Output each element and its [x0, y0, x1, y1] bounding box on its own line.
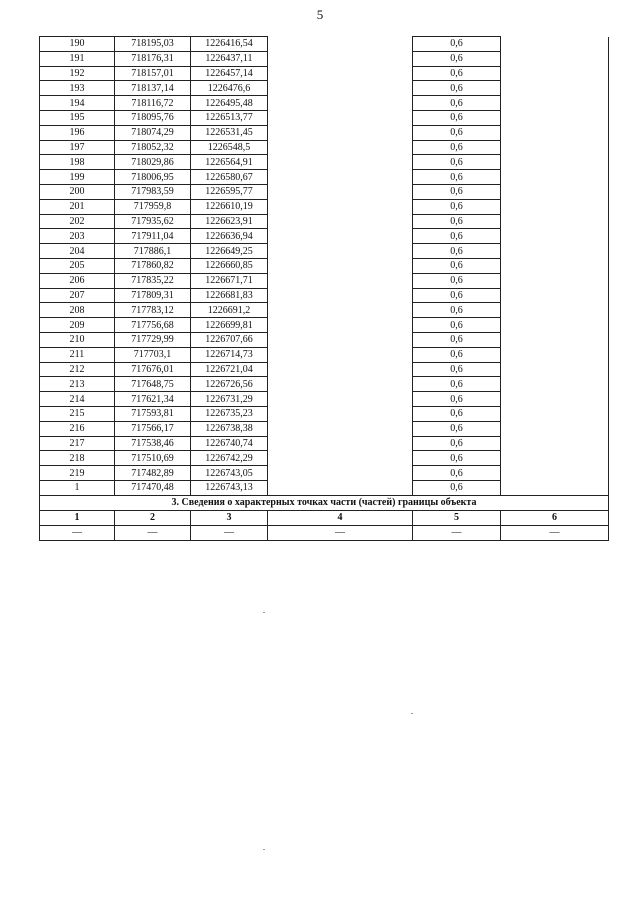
- column-header: 6: [501, 510, 609, 525]
- x-coordinate: 718006,95: [115, 170, 191, 185]
- point-number: 210: [40, 332, 115, 347]
- point-number: 212: [40, 362, 115, 377]
- empty-cell: [268, 66, 413, 81]
- point-number: 218: [40, 451, 115, 466]
- y-coordinate: 1226580,67: [191, 170, 268, 185]
- point-number: 204: [40, 244, 115, 259]
- empty-cell: [501, 273, 609, 288]
- precision-value: 0,6: [413, 96, 501, 111]
- precision-value: 0,6: [413, 362, 501, 377]
- empty-cell: [501, 466, 609, 481]
- scan-speck: [411, 713, 413, 714]
- empty-cell: [501, 451, 609, 466]
- table-row: [40, 140, 609, 155]
- empty-cell: [268, 214, 413, 229]
- table-row: [40, 244, 609, 259]
- precision-value: 0,6: [413, 273, 501, 288]
- y-coordinate: 1226707,66: [191, 332, 268, 347]
- x-coordinate: 717809,31: [115, 288, 191, 303]
- empty-cell: [268, 451, 413, 466]
- empty-cell: [268, 96, 413, 111]
- empty-cell: [501, 436, 609, 451]
- x-coordinate: 717886,1: [115, 244, 191, 259]
- point-number: 216: [40, 421, 115, 436]
- precision-value: 0,6: [413, 466, 501, 481]
- empty-cell: [268, 258, 413, 273]
- y-coordinate: 1226721,04: [191, 362, 268, 377]
- empty-cell: [268, 184, 413, 199]
- y-coordinate: 1226437,11: [191, 51, 268, 66]
- dash-cell: —: [115, 525, 191, 540]
- precision-value: 0,6: [413, 392, 501, 407]
- table-row: [40, 451, 609, 466]
- empty-cell: [501, 421, 609, 436]
- table-row: [40, 421, 609, 436]
- y-coordinate: 1226699,81: [191, 318, 268, 333]
- x-coordinate: 717756,68: [115, 318, 191, 333]
- empty-cell: [501, 110, 609, 125]
- y-coordinate: 1226691,2: [191, 303, 268, 318]
- table-row: [40, 318, 609, 333]
- column-header: 5: [413, 510, 501, 525]
- precision-value: 0,6: [413, 480, 501, 495]
- empty-cell: [501, 214, 609, 229]
- empty-cell: [268, 229, 413, 244]
- empty-cell: [501, 229, 609, 244]
- empty-cell: [501, 362, 609, 377]
- point-number: 190: [40, 37, 115, 52]
- table-row: [40, 258, 609, 273]
- point-number: 209: [40, 318, 115, 333]
- point-number: 193: [40, 81, 115, 96]
- table-row: [40, 155, 609, 170]
- y-coordinate: 1226513,77: [191, 110, 268, 125]
- empty-cell: [268, 51, 413, 66]
- empty-cell: [268, 81, 413, 96]
- table-row: [40, 332, 609, 347]
- y-coordinate: 1226671,71: [191, 273, 268, 288]
- precision-value: 0,6: [413, 66, 501, 81]
- point-number: 205: [40, 258, 115, 273]
- empty-cell: [268, 140, 413, 155]
- empty-cell: [501, 155, 609, 170]
- point-number: 197: [40, 140, 115, 155]
- empty-cell: [501, 303, 609, 318]
- precision-value: 0,6: [413, 214, 501, 229]
- table-row: [40, 37, 609, 52]
- x-coordinate: 717648,75: [115, 377, 191, 392]
- empty-cell: [501, 258, 609, 273]
- y-coordinate: 1226660,85: [191, 258, 268, 273]
- y-coordinate: 1226595,77: [191, 184, 268, 199]
- y-coordinate: 1226564,91: [191, 155, 268, 170]
- empty-cell: [268, 273, 413, 288]
- point-number: 207: [40, 288, 115, 303]
- point-number: 199: [40, 170, 115, 185]
- table-row: [40, 170, 609, 185]
- dash-cell: —: [413, 525, 501, 540]
- points-table-body: [40, 37, 609, 496]
- precision-value: 0,6: [413, 81, 501, 96]
- precision-value: 0,6: [413, 332, 501, 347]
- empty-cell: [501, 81, 609, 96]
- table-row: [40, 480, 609, 495]
- x-coordinate: 718137,14: [115, 81, 191, 96]
- x-coordinate: 717983,59: [115, 184, 191, 199]
- empty-cell: [501, 125, 609, 140]
- table-row: [40, 347, 609, 362]
- y-coordinate: 1226735,23: [191, 406, 268, 421]
- empty-cell: [268, 466, 413, 481]
- y-coordinate: 1226743,13: [191, 480, 268, 495]
- empty-cell: [268, 421, 413, 436]
- x-coordinate: 717783,12: [115, 303, 191, 318]
- point-number: 214: [40, 392, 115, 407]
- precision-value: 0,6: [413, 155, 501, 170]
- empty-cell: [268, 288, 413, 303]
- point-number: 215: [40, 406, 115, 421]
- precision-value: 0,6: [413, 244, 501, 259]
- y-coordinate: 1226731,29: [191, 392, 268, 407]
- x-coordinate: 718074,29: [115, 125, 191, 140]
- table-row: [40, 125, 609, 140]
- y-coordinate: 1226681,83: [191, 288, 268, 303]
- x-coordinate: 717676,01: [115, 362, 191, 377]
- scan-speck: [263, 849, 265, 850]
- empty-cell: [268, 392, 413, 407]
- empty-cell: [268, 332, 413, 347]
- table-row: [40, 184, 609, 199]
- table-row: [40, 66, 609, 81]
- precision-value: 0,6: [413, 451, 501, 466]
- section-3-title: 3. Сведения о характерных точках части (частей) границы объекта: [40, 495, 609, 510]
- empty-cell: [268, 347, 413, 362]
- precision-value: 0,6: [413, 184, 501, 199]
- precision-value: 0,6: [413, 125, 501, 140]
- empty-cell: [501, 347, 609, 362]
- empty-cell: [268, 436, 413, 451]
- boundary-points-table: [39, 36, 609, 541]
- precision-value: 0,6: [413, 258, 501, 273]
- page-number: 5: [316, 7, 324, 22]
- section-3-header-row: [40, 510, 609, 525]
- x-coordinate: 718116,72: [115, 96, 191, 111]
- y-coordinate: 1226740,74: [191, 436, 268, 451]
- x-coordinate: 717566,17: [115, 421, 191, 436]
- empty-cell: [501, 288, 609, 303]
- precision-value: 0,6: [413, 199, 501, 214]
- point-number: 208: [40, 303, 115, 318]
- empty-cell: [501, 96, 609, 111]
- empty-cell: [501, 318, 609, 333]
- column-header: 1: [40, 510, 115, 525]
- empty-cell: [501, 392, 609, 407]
- x-coordinate: 717860,82: [115, 258, 191, 273]
- point-number: 195: [40, 110, 115, 125]
- point-number: 191: [40, 51, 115, 66]
- y-coordinate: 1226742,29: [191, 451, 268, 466]
- point-number: 196: [40, 125, 115, 140]
- precision-value: 0,6: [413, 288, 501, 303]
- x-coordinate: 717482,89: [115, 466, 191, 481]
- table-row: [40, 392, 609, 407]
- table-row: [40, 303, 609, 318]
- x-coordinate: 717959,8: [115, 199, 191, 214]
- table-row: [40, 81, 609, 96]
- x-coordinate: 718052,32: [115, 140, 191, 155]
- x-coordinate: 717835,22: [115, 273, 191, 288]
- scan-speck: [263, 612, 265, 613]
- table-row: [40, 199, 609, 214]
- table-row: [40, 214, 609, 229]
- point-number: 200: [40, 184, 115, 199]
- precision-value: 0,6: [413, 406, 501, 421]
- table-row: [40, 110, 609, 125]
- column-header: 4: [268, 510, 413, 525]
- column-header: 3: [191, 510, 268, 525]
- precision-value: 0,6: [413, 37, 501, 52]
- precision-value: 0,6: [413, 421, 501, 436]
- x-coordinate: 718195,03: [115, 37, 191, 52]
- table-row: [40, 362, 609, 377]
- column-header: 2: [115, 510, 191, 525]
- dash-cell: —: [501, 525, 609, 540]
- point-number: 206: [40, 273, 115, 288]
- table-row: [40, 273, 609, 288]
- x-coordinate: 717703,1: [115, 347, 191, 362]
- empty-cell: [268, 377, 413, 392]
- empty-cell: [501, 406, 609, 421]
- precision-value: 0,6: [413, 436, 501, 451]
- point-number: 194: [40, 96, 115, 111]
- x-coordinate: 717510,69: [115, 451, 191, 466]
- empty-cell: [268, 406, 413, 421]
- point-number: 213: [40, 377, 115, 392]
- precision-value: 0,6: [413, 303, 501, 318]
- empty-cell: [268, 362, 413, 377]
- empty-cell: [501, 377, 609, 392]
- table-row: [40, 96, 609, 111]
- dash-cell: —: [191, 525, 268, 540]
- empty-cell: [268, 110, 413, 125]
- point-number: 192: [40, 66, 115, 81]
- empty-cell: [501, 37, 609, 52]
- point-number: 202: [40, 214, 115, 229]
- x-coordinate: 717935,62: [115, 214, 191, 229]
- y-coordinate: 1226714,73: [191, 347, 268, 362]
- y-coordinate: 1226610,19: [191, 199, 268, 214]
- y-coordinate: 1226743,05: [191, 466, 268, 481]
- x-coordinate: 717729,99: [115, 332, 191, 347]
- empty-cell: [501, 332, 609, 347]
- y-coordinate: 1226726,56: [191, 377, 268, 392]
- precision-value: 0,6: [413, 377, 501, 392]
- x-coordinate: 718029,86: [115, 155, 191, 170]
- empty-cell: [501, 244, 609, 259]
- y-coordinate: 1226495,48: [191, 96, 268, 111]
- y-coordinate: 1226416,54: [191, 37, 268, 52]
- dash-cell: —: [40, 525, 115, 540]
- precision-value: 0,6: [413, 110, 501, 125]
- empty-cell: [501, 140, 609, 155]
- empty-cell: [501, 480, 609, 495]
- empty-cell: [268, 480, 413, 495]
- precision-value: 0,6: [413, 140, 501, 155]
- empty-cell: [268, 303, 413, 318]
- x-coordinate: 718095,76: [115, 110, 191, 125]
- precision-value: 0,6: [413, 347, 501, 362]
- empty-cell: [268, 37, 413, 52]
- empty-cell: [268, 155, 413, 170]
- dash-cell: —: [268, 525, 413, 540]
- precision-value: 0,6: [413, 229, 501, 244]
- x-coordinate: 718157,01: [115, 66, 191, 81]
- point-number: 1: [40, 480, 115, 495]
- x-coordinate: 717621,34: [115, 392, 191, 407]
- y-coordinate: 1226636,94: [191, 229, 268, 244]
- table-row: [40, 288, 609, 303]
- section-3-empty-row: [40, 525, 609, 540]
- table-row: [40, 51, 609, 66]
- x-coordinate: 718176,31: [115, 51, 191, 66]
- section-3-title-row: [40, 495, 609, 510]
- y-coordinate: 1226531,45: [191, 125, 268, 140]
- x-coordinate: 717593,81: [115, 406, 191, 421]
- empty-cell: [501, 66, 609, 81]
- empty-cell: [501, 51, 609, 66]
- y-coordinate: 1226457,14: [191, 66, 268, 81]
- empty-cell: [268, 244, 413, 259]
- point-number: 201: [40, 199, 115, 214]
- table-row: [40, 377, 609, 392]
- table-row: [40, 436, 609, 451]
- table-row: [40, 229, 609, 244]
- x-coordinate: 717470,48: [115, 480, 191, 495]
- empty-cell: [268, 125, 413, 140]
- y-coordinate: 1226649,25: [191, 244, 268, 259]
- x-coordinate: 717538,46: [115, 436, 191, 451]
- empty-cell: [268, 199, 413, 214]
- empty-cell: [501, 199, 609, 214]
- precision-value: 0,6: [413, 170, 501, 185]
- y-coordinate: 1226476,6: [191, 81, 268, 96]
- empty-cell: [268, 170, 413, 185]
- point-number: 203: [40, 229, 115, 244]
- empty-cell: [268, 318, 413, 333]
- y-coordinate: 1226738,38: [191, 421, 268, 436]
- empty-cell: [501, 184, 609, 199]
- table-row: [40, 466, 609, 481]
- point-number: 219: [40, 466, 115, 481]
- point-number: 217: [40, 436, 115, 451]
- table-row: [40, 406, 609, 421]
- x-coordinate: 717911,04: [115, 229, 191, 244]
- point-number: 198: [40, 155, 115, 170]
- y-coordinate: 1226623,91: [191, 214, 268, 229]
- point-number: 211: [40, 347, 115, 362]
- empty-cell: [501, 170, 609, 185]
- precision-value: 0,6: [413, 51, 501, 66]
- precision-value: 0,6: [413, 318, 501, 333]
- y-coordinate: 1226548,5: [191, 140, 268, 155]
